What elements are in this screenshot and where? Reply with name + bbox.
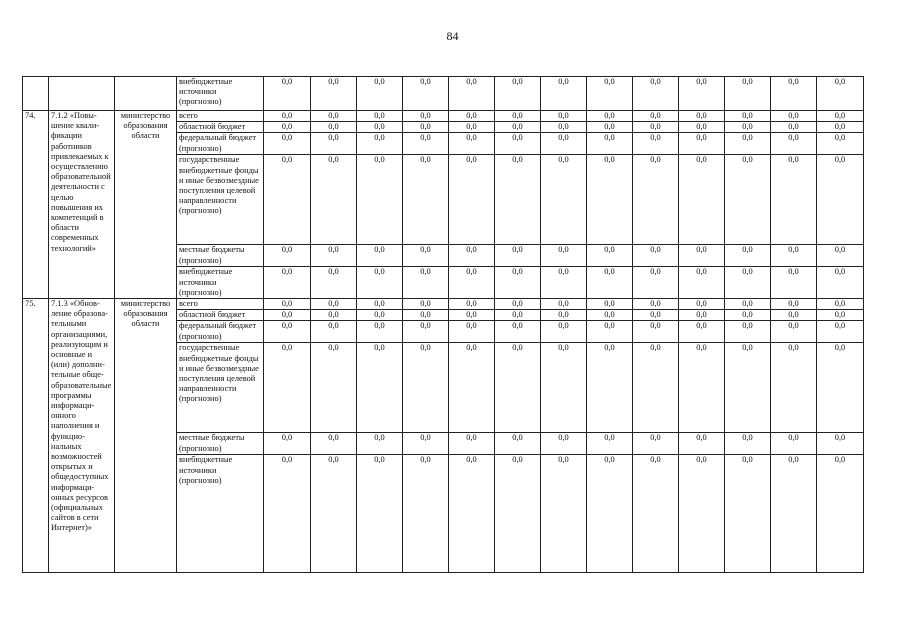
value-cell: 0,0 [311, 155, 357, 245]
value-cell: 0,0 [264, 77, 311, 111]
value-cell: 0,0 [357, 133, 403, 155]
value-cell: 0,0 [311, 310, 357, 321]
value-cell: 0,0 [449, 245, 495, 267]
funding-source-cell: местные бюджеты (прогнозно) [177, 433, 264, 455]
value-cell: 0,0 [725, 77, 771, 111]
value-cell: 0,0 [587, 122, 633, 133]
value-cell: 0,0 [587, 155, 633, 245]
value-cell: 0,0 [679, 321, 725, 343]
row-number-cell: 74. [23, 111, 49, 299]
value-cell: 0,0 [541, 321, 587, 343]
value-cell: 0,0 [449, 433, 495, 455]
value-cell: 0,0 [264, 433, 311, 455]
value-cell: 0,0 [771, 455, 817, 573]
funding-source-cell: областной бюджет [177, 122, 264, 133]
value-cell: 0,0 [679, 299, 725, 310]
value-cell: 0,0 [817, 155, 864, 245]
value-cell: 0,0 [311, 433, 357, 455]
value-cell: 0,0 [311, 343, 357, 433]
value-cell: 0,0 [587, 77, 633, 111]
value-cell: 0,0 [357, 433, 403, 455]
value-cell: 0,0 [725, 133, 771, 155]
value-cell: 0,0 [771, 299, 817, 310]
value-cell: 0,0 [817, 245, 864, 267]
value-cell: 0,0 [771, 343, 817, 433]
value-cell: 0,0 [357, 122, 403, 133]
page-number: 84 [446, 29, 459, 43]
value-cell: 0,0 [771, 267, 817, 299]
value-cell: 0,0 [449, 343, 495, 433]
value-cell: 0,0 [495, 321, 541, 343]
value-cell: 0,0 [633, 343, 679, 433]
value-cell: 0,0 [725, 122, 771, 133]
value-cell: 0,0 [679, 267, 725, 299]
value-cell: 0,0 [679, 111, 725, 122]
value-cell: 0,0 [679, 343, 725, 433]
value-cell: 0,0 [495, 122, 541, 133]
value-cell: 0,0 [311, 267, 357, 299]
value-cell: 0,0 [311, 455, 357, 573]
value-cell: 0,0 [725, 111, 771, 122]
value-cell: 0,0 [771, 245, 817, 267]
value-cell: 0,0 [403, 433, 449, 455]
value-cell: 0,0 [817, 321, 864, 343]
value-cell: 0,0 [817, 310, 864, 321]
value-cell: 0,0 [403, 111, 449, 122]
value-cell: 0,0 [771, 77, 817, 111]
value-cell: 0,0 [403, 343, 449, 433]
value-cell: 0,0 [264, 111, 311, 122]
funding-source-cell: внебюджетные источники (прогнозно) [177, 77, 264, 111]
event-name-cell: 7.1.2 «Повы-шение квали-фикации работников привлекаемых к осуществлению образовательной деятельности с целью повышения их компетенций в области современных технологий» [49, 111, 115, 299]
value-cell: 0,0 [357, 455, 403, 573]
value-cell: 0,0 [264, 267, 311, 299]
value-cell: 0,0 [541, 155, 587, 245]
value-cell: 0,0 [264, 321, 311, 343]
value-cell: 0,0 [541, 267, 587, 299]
funding-source-cell: федеральный бюджет (прогнозно) [177, 321, 264, 343]
value-cell: 0,0 [357, 310, 403, 321]
value-cell: 0,0 [311, 77, 357, 111]
value-cell: 0,0 [541, 343, 587, 433]
value-cell: 0,0 [771, 111, 817, 122]
responsible-cell: министерство образования области [115, 111, 177, 299]
value-cell: 0,0 [449, 155, 495, 245]
value-cell: 0,0 [587, 267, 633, 299]
value-cell: 0,0 [311, 245, 357, 267]
value-cell: 0,0 [264, 299, 311, 310]
value-cell: 0,0 [541, 310, 587, 321]
value-cell: 0,0 [495, 245, 541, 267]
responsible-cell [115, 77, 177, 111]
value-cell: 0,0 [403, 310, 449, 321]
value-cell: 0,0 [495, 343, 541, 433]
value-cell: 0,0 [541, 133, 587, 155]
value-cell: 0,0 [495, 455, 541, 573]
value-cell: 0,0 [264, 310, 311, 321]
value-cell: 0,0 [725, 433, 771, 455]
value-cell: 0,0 [357, 111, 403, 122]
value-cell: 0,0 [633, 111, 679, 122]
value-cell: 0,0 [449, 77, 495, 111]
value-cell: 0,0 [311, 299, 357, 310]
value-cell: 0,0 [633, 77, 679, 111]
value-cell: 0,0 [771, 321, 817, 343]
value-cell: 0,0 [311, 111, 357, 122]
row-number-cell: 75. [23, 299, 49, 573]
value-cell: 0,0 [495, 299, 541, 310]
value-cell: 0,0 [725, 155, 771, 245]
value-cell: 0,0 [587, 111, 633, 122]
value-cell: 0,0 [357, 155, 403, 245]
value-cell: 0,0 [817, 299, 864, 310]
value-cell: 0,0 [264, 455, 311, 573]
value-cell: 0,0 [449, 111, 495, 122]
value-cell: 0,0 [633, 245, 679, 267]
value-cell: 0,0 [357, 245, 403, 267]
value-cell: 0,0 [725, 321, 771, 343]
value-cell: 0,0 [357, 321, 403, 343]
value-cell: 0,0 [449, 321, 495, 343]
value-cell: 0,0 [725, 310, 771, 321]
value-cell: 0,0 [633, 133, 679, 155]
row-number-cell [23, 77, 49, 111]
value-cell: 0,0 [679, 245, 725, 267]
value-cell: 0,0 [264, 122, 311, 133]
value-cell: 0,0 [725, 455, 771, 573]
value-cell: 0,0 [725, 245, 771, 267]
value-cell: 0,0 [725, 299, 771, 310]
value-cell: 0,0 [403, 155, 449, 245]
value-cell: 0,0 [495, 310, 541, 321]
value-cell: 0,0 [403, 245, 449, 267]
value-cell: 0,0 [817, 455, 864, 573]
value-cell: 0,0 [771, 133, 817, 155]
value-cell: 0,0 [311, 133, 357, 155]
value-cell: 0,0 [587, 310, 633, 321]
value-cell: 0,0 [771, 433, 817, 455]
value-cell: 0,0 [403, 133, 449, 155]
value-cell: 0,0 [264, 343, 311, 433]
value-cell: 0,0 [264, 245, 311, 267]
value-cell: 0,0 [311, 321, 357, 343]
value-cell: 0,0 [357, 343, 403, 433]
value-cell: 0,0 [495, 77, 541, 111]
funding-source-cell: всего [177, 299, 264, 310]
value-cell: 0,0 [264, 155, 311, 245]
value-cell: 0,0 [403, 122, 449, 133]
event-name-cell: 7.1.3 «Обнов-ление образова-тельными организациями, реализующим и основные и (или) дополни-тельные обще-образовательные программы информаци-онного наполнения и функцио-нальных возможностей открытых и общедоступных информаци-онных ресурсов (официальных сайтов в сети Интернет)» [49, 299, 115, 573]
value-cell: 0,0 [771, 122, 817, 133]
value-cell: 0,0 [495, 267, 541, 299]
value-cell: 0,0 [679, 310, 725, 321]
value-cell: 0,0 [587, 245, 633, 267]
funding-source-cell: всего [177, 111, 264, 122]
value-cell: 0,0 [771, 310, 817, 321]
value-cell: 0,0 [541, 77, 587, 111]
value-cell: 0,0 [495, 155, 541, 245]
value-cell: 0,0 [357, 77, 403, 111]
value-cell: 0,0 [403, 321, 449, 343]
value-cell: 0,0 [633, 155, 679, 245]
value-cell: 0,0 [449, 455, 495, 573]
value-cell: 0,0 [311, 122, 357, 133]
value-cell: 0,0 [725, 267, 771, 299]
value-cell: 0,0 [725, 343, 771, 433]
value-cell: 0,0 [403, 267, 449, 299]
value-cell: 0,0 [679, 155, 725, 245]
table-body [23, 77, 864, 573]
value-cell: 0,0 [817, 267, 864, 299]
value-cell: 0,0 [541, 111, 587, 122]
event-name-cell [49, 77, 115, 111]
value-cell: 0,0 [449, 310, 495, 321]
value-cell: 0,0 [449, 122, 495, 133]
value-cell: 0,0 [449, 299, 495, 310]
value-cell: 0,0 [495, 433, 541, 455]
responsible-cell: министерство образования области [115, 299, 177, 573]
funding-source-cell: федеральный бюджет (прогнозно) [177, 133, 264, 155]
value-cell: 0,0 [679, 433, 725, 455]
value-cell: 0,0 [817, 77, 864, 111]
value-cell: 0,0 [541, 455, 587, 573]
value-cell: 0,0 [541, 245, 587, 267]
value-cell: 0,0 [633, 310, 679, 321]
value-cell: 0,0 [403, 77, 449, 111]
value-cell: 0,0 [679, 133, 725, 155]
value-cell: 0,0 [495, 133, 541, 155]
value-cell: 0,0 [633, 122, 679, 133]
funding-source-cell: государственные внебюджетные фонды и иные безвозмездные поступления целевой направленности (прогнозно) [177, 155, 264, 245]
value-cell: 0,0 [633, 299, 679, 310]
value-cell: 0,0 [817, 111, 864, 122]
value-cell: 0,0 [357, 267, 403, 299]
funding-source-cell: областной бюджет [177, 310, 264, 321]
value-cell: 0,0 [817, 433, 864, 455]
funding-source-cell: государственные внебюджетные фонды и иные безвозмездные поступления целевой направленности (прогнозно) [177, 343, 264, 433]
table-row [23, 111, 864, 122]
value-cell: 0,0 [587, 343, 633, 433]
value-cell: 0,0 [587, 133, 633, 155]
value-cell: 0,0 [357, 299, 403, 310]
value-cell: 0,0 [633, 433, 679, 455]
value-cell: 0,0 [403, 455, 449, 573]
value-cell: 0,0 [587, 455, 633, 573]
value-cell: 0,0 [679, 77, 725, 111]
value-cell: 0,0 [495, 111, 541, 122]
value-cell: 0,0 [587, 433, 633, 455]
value-cell: 0,0 [449, 133, 495, 155]
table-row [23, 299, 864, 310]
funding-source-cell: местные бюджеты (прогнозно) [177, 245, 264, 267]
value-cell: 0,0 [403, 299, 449, 310]
funding-source-cell: внебюджетные источники (прогнозно) [177, 455, 264, 573]
value-cell: 0,0 [817, 133, 864, 155]
funding-source-cell: внебюджетные источники (прогнозно) [177, 267, 264, 299]
value-cell: 0,0 [679, 455, 725, 573]
value-cell: 0,0 [449, 267, 495, 299]
table-row [23, 77, 864, 111]
value-cell: 0,0 [541, 122, 587, 133]
value-cell: 0,0 [817, 343, 864, 433]
value-cell: 0,0 [264, 133, 311, 155]
value-cell: 0,0 [633, 267, 679, 299]
value-cell: 0,0 [679, 122, 725, 133]
value-cell: 0,0 [633, 321, 679, 343]
value-cell: 0,0 [587, 321, 633, 343]
value-cell: 0,0 [633, 455, 679, 573]
value-cell: 0,0 [541, 299, 587, 310]
value-cell: 0,0 [541, 433, 587, 455]
budget-table [22, 76, 864, 573]
value-cell: 0,0 [587, 299, 633, 310]
value-cell: 0,0 [771, 155, 817, 245]
value-cell: 0,0 [817, 122, 864, 133]
